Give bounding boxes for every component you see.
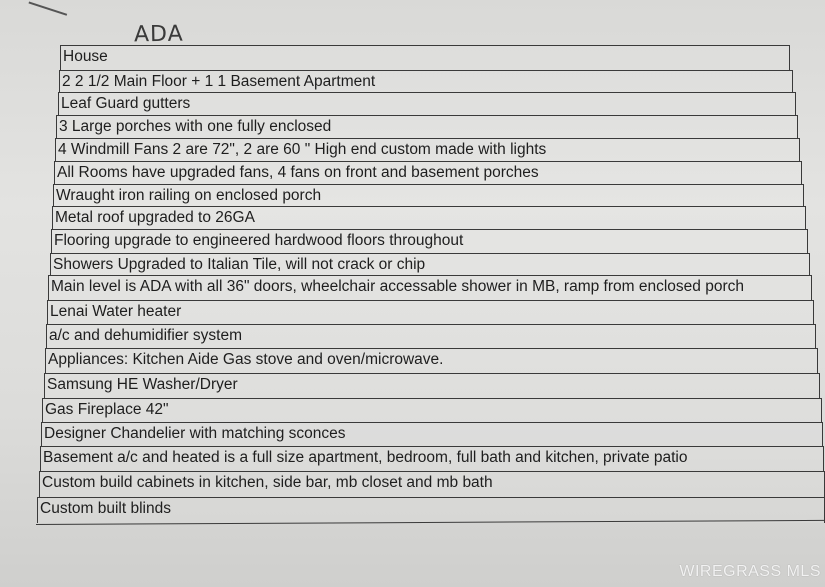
table-row <box>46 324 816 348</box>
table-row <box>48 275 812 300</box>
table-row <box>56 115 798 138</box>
table-row <box>58 92 796 115</box>
row-text: Custom built blinds <box>40 500 171 517</box>
row-text: Leaf Guard gutters <box>61 95 191 112</box>
row-text: Basement a/c and heated is a full size apartment, bedroom, full bath and kitchen, private patio <box>43 449 688 466</box>
row-text: Custom build cabinets in kitchen, side bar, mb closet and mb bath <box>42 474 493 491</box>
table-row <box>59 70 793 92</box>
table-row <box>47 300 814 324</box>
row-text: Main level is ADA with all 36" doors, wheelchair accessable shower in MB, ramp from enclosed porch <box>51 278 744 295</box>
table-row <box>45 348 818 373</box>
row-text: Showers Upgraded to Italian Tile, will not crack or chip <box>53 256 426 273</box>
table-row <box>53 184 804 206</box>
row-text: Flooring upgrade to engineered hardwood floors throughout <box>54 232 464 249</box>
table-row <box>39 471 825 497</box>
row-text: Wraught iron railing on enclosed porch <box>56 187 322 204</box>
table-row <box>41 422 823 446</box>
table-row <box>37 497 825 523</box>
watermark: WIREGRASS MLS <box>679 563 821 580</box>
table-row <box>55 138 800 161</box>
handwritten-label: ADA <box>133 21 184 48</box>
row-text: 3 Large porches with one fully enclosed <box>59 118 332 135</box>
row-text: a/c and dehumidifier system <box>49 327 242 344</box>
table-row <box>42 398 822 422</box>
row-text: House <box>63 48 108 65</box>
table-row <box>44 373 820 398</box>
table-row <box>51 229 808 253</box>
row-text: Designer Chandelier with matching sconces <box>44 425 346 442</box>
row-text: Gas Fireplace 42" <box>45 401 169 418</box>
table-row <box>52 206 806 229</box>
row-text: Metal roof upgraded to 26GA <box>55 209 255 226</box>
row-text: Samsung HE Washer/Dryer <box>47 376 238 393</box>
row-text: Appliances: Kitchen Aide Gas stove and oven/microwave. <box>48 351 444 368</box>
table-row <box>60 45 790 70</box>
table-row <box>40 446 824 471</box>
row-text: Lenai Water heater <box>50 303 182 320</box>
table-row <box>50 253 810 275</box>
row-text: 2 2 1/2 Main Floor + 1 1 Basement Apartment <box>62 73 376 90</box>
row-text: All Rooms have upgraded fans, 4 fans on front and basement porches <box>57 164 539 181</box>
table-row <box>54 161 802 184</box>
row-text: 4 Windmill Fans 2 are 72", 2 are 60 " High end custom made with lights <box>58 141 547 158</box>
